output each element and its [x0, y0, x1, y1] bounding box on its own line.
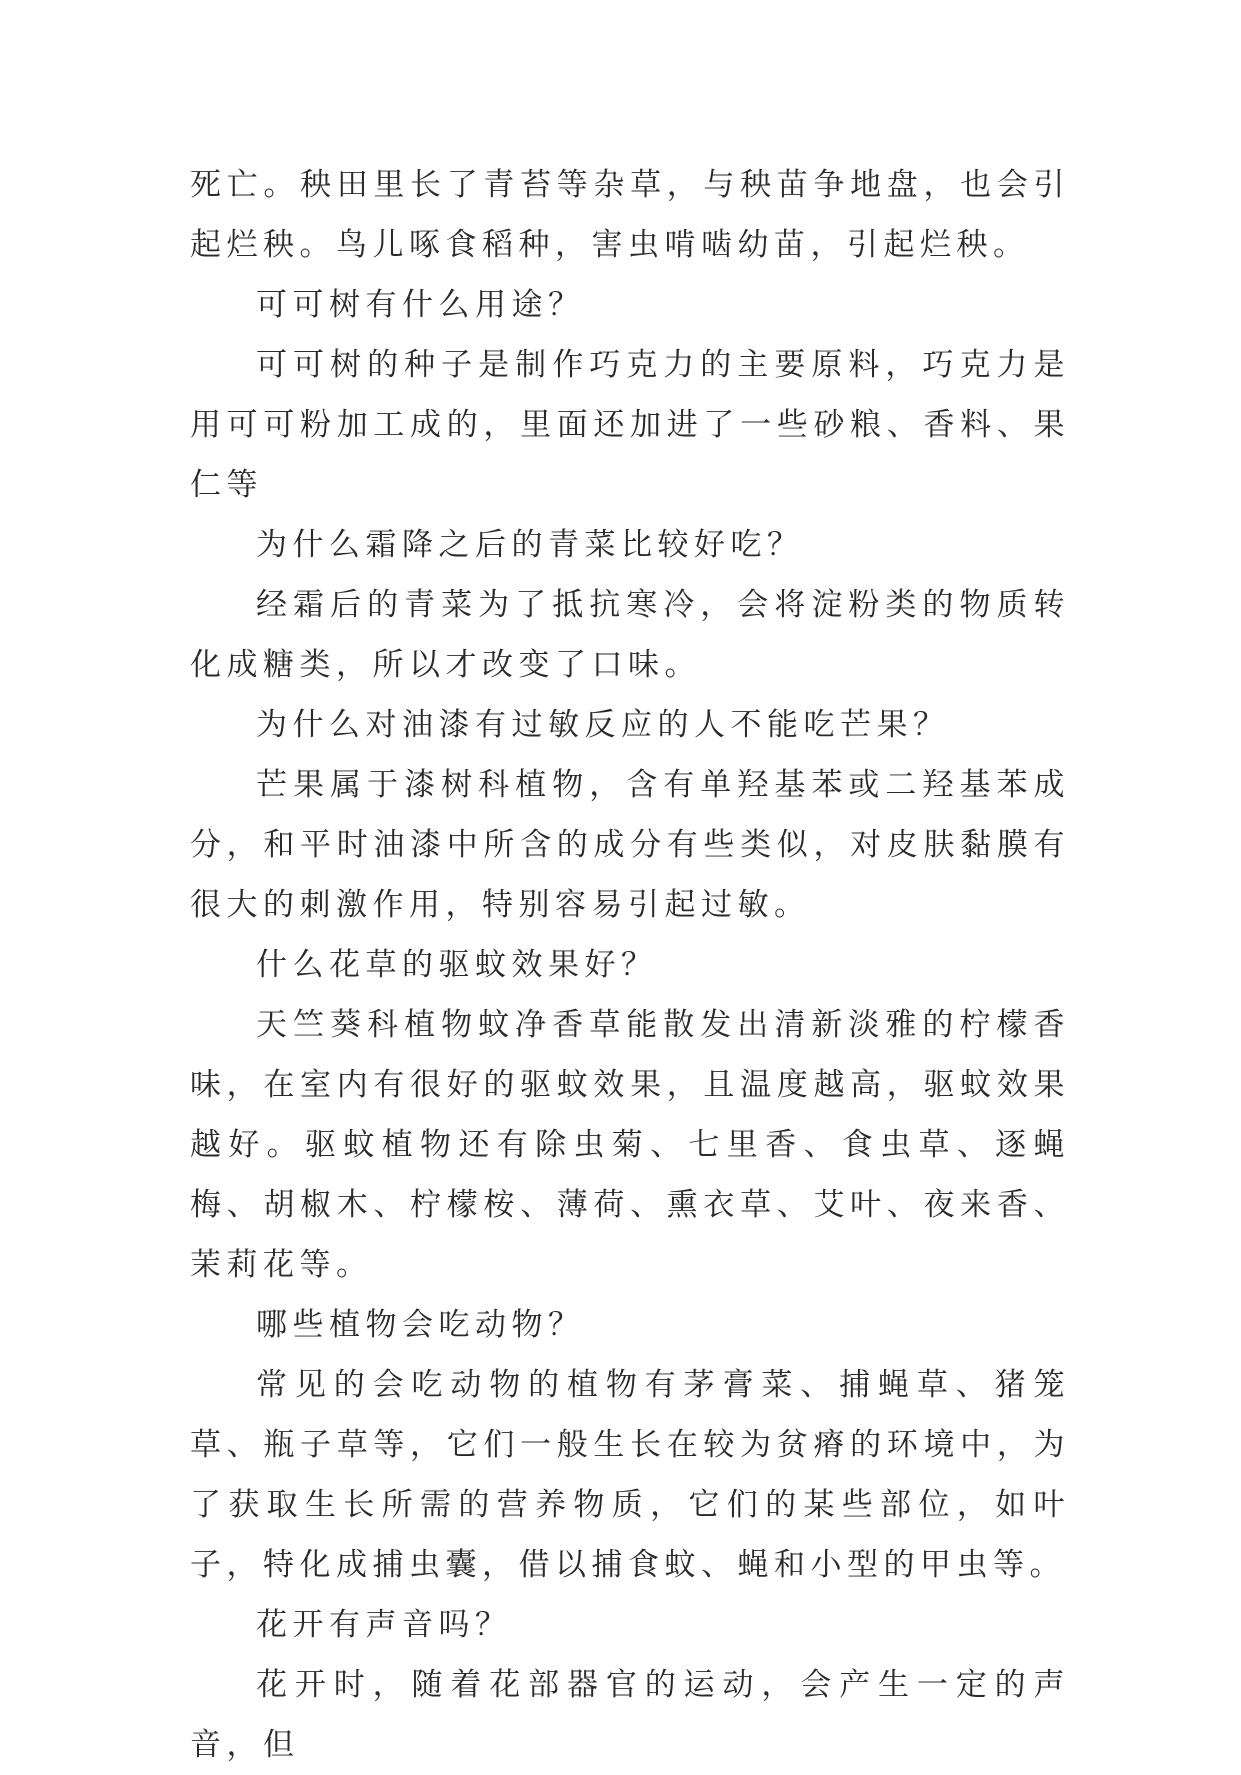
question-heading: 为什么对油漆有过敏反应的人不能吃芒果？ [256, 707, 950, 743]
answer-paragraph: 可可树的种子是制作巧克力的主要原料，巧克力是用可可粉加工成的，里面还加进了一些砂粮、香料、果仁等 [190, 347, 1070, 503]
paragraph: 死亡。秧田里长了青苔等杂草，与秧苗争地盘，也会引起烂秧。鸟儿啄食稻种，害虫啃啮幼苗，引起烂秧。 [190, 167, 1070, 263]
question-heading: 为什么霜降之后的青菜比较好吃？ [256, 527, 804, 563]
question-heading: 什么花草的驱蚊效果好？ [256, 947, 658, 983]
question-heading: 花开有声音吗？ [256, 1607, 512, 1643]
answer-paragraph: 经霜后的青菜为了抵抗寒冷，会将淀粉类的物质转化成糖类，所以才改变了口味。 [190, 587, 1070, 683]
answer-paragraph: 天竺葵科植物蚊净香草能散发出清新淡雅的柠檬香味，在室内有很好的驱蚊效果，且温度越高，驱蚊效果越好。驱蚊植物还有除虫菊、七里香、食虫草、逐蝇梅、胡椒木、柠檬桉、薄荷、熏衣草、艾叶、夜来香、茉莉花等。 [190, 1007, 1070, 1283]
answer-paragraph: 芒果属于漆树科植物，含有单羟基苯或二羟基苯成分，和平时油漆中所含的成分有些类似，对皮肤黏膜有很大的刺激作用，特别容易引起过敏。 [190, 767, 1070, 923]
answer-paragraph: 常见的会吃动物的植物有茅膏菜、捕蝇草、猪笼草、瓶子草等，它们一般生长在较为贫瘠的环境中，为了获取生长所需的营养物质，它们的某些部位，如叶子，特化成捕虫囊，借以捕食蚊、蝇和小型的甲虫等。 [190, 1367, 1070, 1583]
document-body [190, 155, 1070, 1775]
question-heading: 哪些植物会吃动物？ [256, 1307, 585, 1343]
question-heading: 可可树有什么用途？ [256, 287, 585, 323]
answer-paragraph: 花开时，随着花部器官的运动，会产生一定的声音，但 [190, 1667, 1070, 1763]
